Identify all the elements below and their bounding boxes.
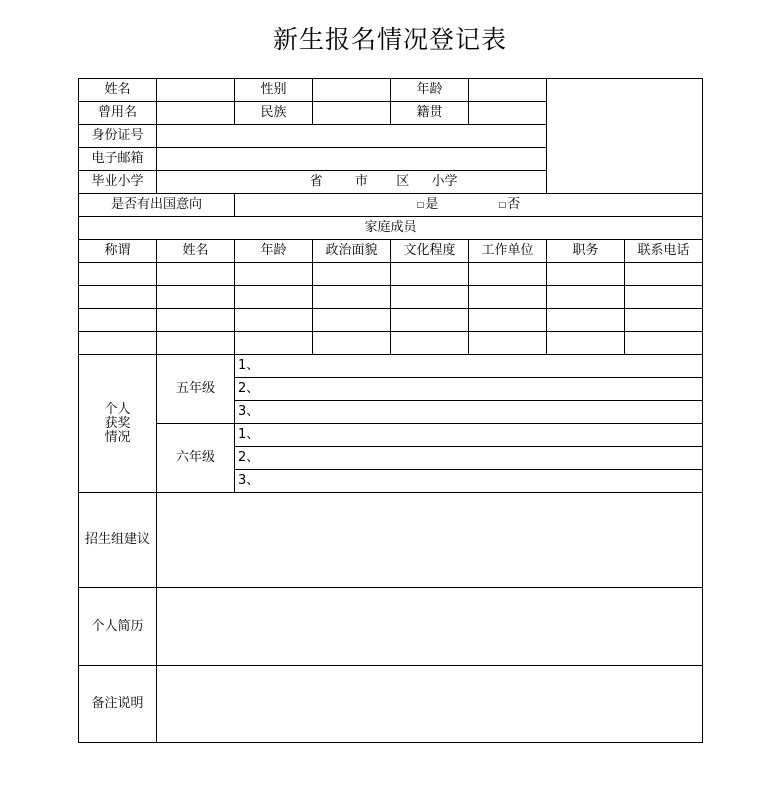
grade5-award-2[interactable]: 2、 bbox=[235, 378, 703, 401]
name-field[interactable] bbox=[157, 79, 235, 102]
family-row bbox=[79, 286, 703, 309]
abroad-intention-options bbox=[235, 194, 703, 217]
family-cell[interactable] bbox=[235, 332, 313, 355]
family-cell[interactable] bbox=[469, 309, 547, 332]
family-header-relation: 称谓 bbox=[79, 240, 157, 263]
family-cell[interactable] bbox=[235, 286, 313, 309]
family-header-phone: 联系电话 bbox=[625, 240, 703, 263]
family-header-employer: 工作单位 bbox=[469, 240, 547, 263]
native-place-label: 籍贯 bbox=[391, 102, 469, 125]
ethnicity-label: 民族 bbox=[235, 102, 313, 125]
id-number-field[interactable] bbox=[157, 125, 547, 148]
family-cell[interactable] bbox=[79, 309, 157, 332]
grade5-award-1[interactable]: 1、 bbox=[235, 355, 703, 378]
registration-form-table bbox=[78, 78, 703, 743]
grade6-award-3[interactable]: 3、 bbox=[235, 470, 703, 493]
family-cell[interactable] bbox=[235, 309, 313, 332]
id-number-label: 身份证号 bbox=[79, 125, 157, 148]
family-row bbox=[79, 263, 703, 286]
family-cell[interactable] bbox=[235, 263, 313, 286]
family-cell[interactable] bbox=[313, 332, 391, 355]
family-header-age: 年龄 bbox=[235, 240, 313, 263]
family-row bbox=[79, 332, 703, 355]
resume-label: 个人简历 bbox=[79, 588, 157, 666]
family-cell[interactable] bbox=[547, 286, 625, 309]
checkbox-icon: □ bbox=[498, 199, 507, 209]
family-cell[interactable] bbox=[157, 286, 235, 309]
age-label: 年龄 bbox=[391, 79, 469, 102]
native-place-field[interactable] bbox=[469, 102, 547, 125]
family-section-title: 家庭成员 bbox=[79, 217, 703, 240]
family-cell[interactable] bbox=[313, 263, 391, 286]
family-row bbox=[79, 309, 703, 332]
email-field[interactable] bbox=[157, 148, 547, 171]
form-title: 新生报名情况登记表 bbox=[272, 25, 507, 54]
family-cell[interactable] bbox=[391, 263, 469, 286]
family-header-position: 职务 bbox=[547, 240, 625, 263]
family-cell[interactable] bbox=[625, 286, 703, 309]
family-cell[interactable] bbox=[391, 286, 469, 309]
primary-school-label: 毕业小学 bbox=[79, 171, 157, 194]
gender-field[interactable] bbox=[313, 79, 391, 102]
age-field[interactable] bbox=[469, 79, 547, 102]
family-cell[interactable] bbox=[625, 263, 703, 286]
family-cell[interactable] bbox=[469, 332, 547, 355]
notes-field[interactable] bbox=[157, 666, 703, 743]
family-header-political: 政治面貌 bbox=[313, 240, 391, 263]
ethnicity-field[interactable] bbox=[313, 102, 391, 125]
family-cell[interactable] bbox=[469, 286, 547, 309]
checkbox-icon: □ bbox=[416, 199, 425, 209]
family-cell[interactable] bbox=[391, 309, 469, 332]
school-province: 省 bbox=[309, 174, 323, 189]
family-header-row bbox=[79, 240, 703, 263]
email-label: 电子邮箱 bbox=[79, 148, 157, 171]
notes-label: 备注说明 bbox=[79, 666, 157, 743]
family-cell[interactable] bbox=[157, 263, 235, 286]
family-header-name: 姓名 bbox=[157, 240, 235, 263]
family-header-education: 文化程度 bbox=[391, 240, 469, 263]
family-cell[interactable] bbox=[79, 263, 157, 286]
family-cell[interactable] bbox=[625, 332, 703, 355]
abroad-intention-label: 是否有出国意向 bbox=[79, 194, 235, 217]
family-cell[interactable] bbox=[157, 309, 235, 332]
family-cell[interactable] bbox=[79, 332, 157, 355]
grade5-award-3[interactable]: 3、 bbox=[235, 401, 703, 424]
photo-area[interactable] bbox=[547, 79, 703, 194]
resume-field[interactable] bbox=[157, 588, 703, 666]
family-cell[interactable] bbox=[157, 332, 235, 355]
primary-school-field[interactable] bbox=[157, 171, 547, 194]
grade5-label: 五年级 bbox=[157, 355, 235, 424]
family-cell[interactable] bbox=[313, 309, 391, 332]
family-cell[interactable] bbox=[547, 332, 625, 355]
family-cell[interactable] bbox=[547, 263, 625, 286]
former-name-label: 曾用名 bbox=[79, 102, 157, 125]
school-city: 市 bbox=[354, 174, 368, 189]
name-label: 姓名 bbox=[79, 79, 157, 102]
abroad-yes-option[interactable]: □是 bbox=[416, 197, 439, 213]
former-name-field[interactable] bbox=[157, 102, 235, 125]
family-cell[interactable] bbox=[391, 332, 469, 355]
grade6-award-2[interactable]: 2、 bbox=[235, 447, 703, 470]
recommendation-label: 招生组建议 bbox=[79, 493, 157, 588]
family-cell[interactable] bbox=[313, 286, 391, 309]
recommendation-field[interactable] bbox=[157, 493, 703, 588]
awards-label: 个人 获奖 情况 bbox=[79, 355, 157, 493]
grade6-label: 六年级 bbox=[157, 424, 235, 493]
grade6-award-1[interactable]: 1、 bbox=[235, 424, 703, 447]
abroad-no-option[interactable]: □否 bbox=[498, 197, 521, 213]
family-cell[interactable] bbox=[469, 263, 547, 286]
school-suffix: 小学 bbox=[431, 174, 458, 189]
family-cell[interactable] bbox=[625, 309, 703, 332]
family-cell[interactable] bbox=[547, 309, 625, 332]
family-cell[interactable] bbox=[79, 286, 157, 309]
gender-label: 性别 bbox=[235, 79, 313, 102]
school-district: 区 bbox=[396, 174, 410, 189]
